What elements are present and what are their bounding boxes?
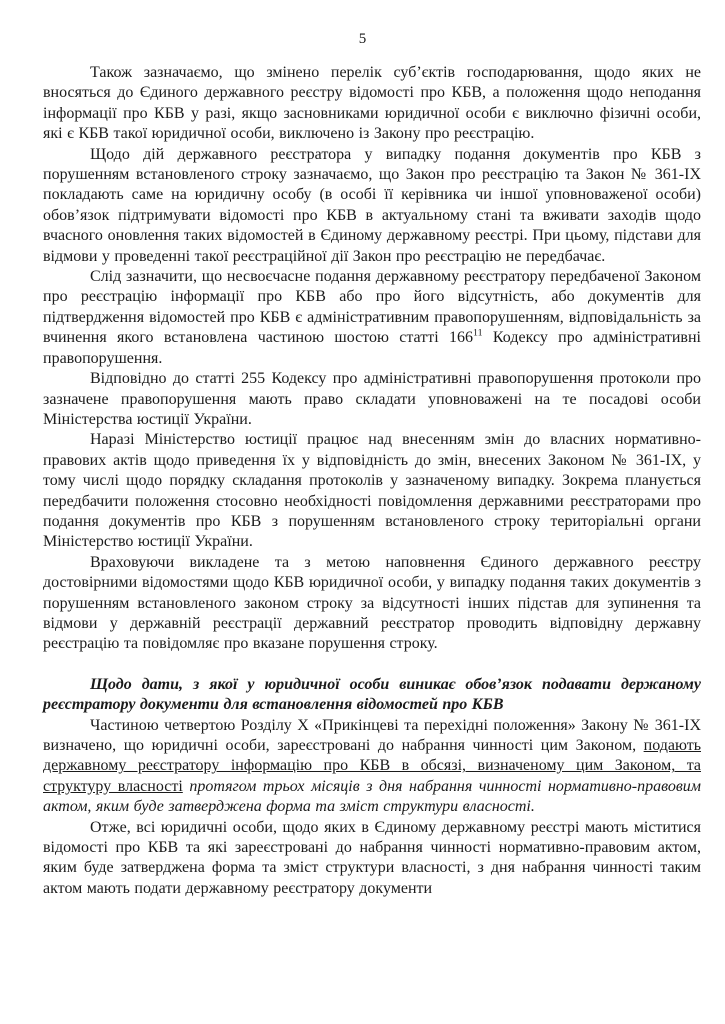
paragraph-registration-conclusion: Враховуючи викладене та з метою наповнення Єдиного державного реєстру достовірними відомостями щодо КБВ юридичної особи, у випадку подання таких документів з порушенням встановленого законом строку за відсутності інших підстав для зупинення та відмови у державній реєстрації державний реєстратор проводить відповідну державну реєстрацію та повідомляє про вказане порушення строку.	[43, 553, 701, 653]
paragraph-registrar-actions: Щодо дій державного реєстратора у випадку подання документів про КБВ з порушенням встановленого строку зазначаємо, що Закон про реєстрацію та Закон № 361-IX покладають саме на юридичну особу (в особі її керівника чи іншої уповноваженої особи) обов’язок підтримувати відомості про КБВ в актуальному стані та вживати заходів щодо вчасного оновлення таких відомостей в Єдиному державному реєстрі. При цьому, підстави для відмови у проведенні такої реєстраційної дії Закон про реєстрацію не передбачає.	[43, 145, 701, 265]
paragraph-transitional-normal: Частиною четвертою Розділу X «Прикінцеві та перехідні положення» Закону № 361-IX визначено, що юридичні особи, зареєстровані до набрання чинності цим Законом,	[43, 716, 701, 754]
paragraph-transitional-italic: протягом трьох місяців з дня набрання чинності нормативно-правовим актом, яким буде затверджена форма та зміст структури власності.	[43, 777, 702, 816]
article-superscript: 11	[473, 327, 483, 339]
paragraph-transitional-provisions	[43, 716, 701, 818]
paragraph-ministry-amendments: Наразі Міністерство юстиції працює над внесенням змін до власних нормативно-правових актів щодо приведення їх у відповідність до змін, внесених Законом № 361-IX, у тому числі щодо порядку складання протоколів у зазначеному випадку. Зокрема планується передбачити положення стосовно необхідності повідомлення державними реєстраторами про подання документів про КБВ з порушенням встановленого строку територіальні органи Міністерство юстиції України.	[43, 431, 701, 551]
paragraph-article-255: Відповідно до статті 255 Кодексу про адміністративні правопорушення протоколи про зазначене правопорушення мають право складати уповноважені на те посадові особи Міністерства юстиції України.	[43, 370, 701, 428]
document-body	[43, 63, 701, 899]
paragraph-administrative-offence-tail: Кодексу про адміністративні правопорушення.	[43, 329, 701, 367]
paragraph-final-obligation: Отже, всі юридичні особи, щодо яких в Єдиному державному реєстрі мають міститися відомості про КБВ та які зареєстровані до набрання чинності нормативно-правовим актом, яким буде затверджена форма та зміст структури власності, з дня набрання чинності таким актом мають подати державному реєстратору документи	[43, 818, 701, 897]
paragraph-administrative-offence-text: Слід зазначити, що несвоєчасне подання державному реєстратору передбаченої Законом про реєстрацію інформації про КБВ або про його відсутність, або документів для підтвердження відомостей про КБВ є адміністративним правопорушенням, відповідальність за вчинення якого встановлена частиною шостою статті 166	[43, 268, 701, 347]
section-heading: Щодо дати, з якої у юридичної особи виникає обов’язок подавати держаному реєстратору документи для встановлення відомостей про КБВ	[43, 675, 701, 714]
paragraph-administrative-offence	[43, 267, 701, 369]
paragraph-transitional-underlined: подають державному реєстратору інформацію про КБВ в обсязі, визначеному цим Законом, та структуру власності	[43, 737, 701, 795]
page-number: 5	[358, 31, 367, 47]
paragraph-subjects-excluded: Також зазначаємо, що змінено перелік суб’єктів господарювання, щодо яких не вносяться до Єдиного державного реєстру відомості про КБВ, а положення щодо неподання інформації про КБВ у разі, якщо засновниками юридичної особи є виключно фізичні особи, які є КБВ такої юридичної особи, виключено із Закону про реєстрацію.	[43, 64, 701, 143]
